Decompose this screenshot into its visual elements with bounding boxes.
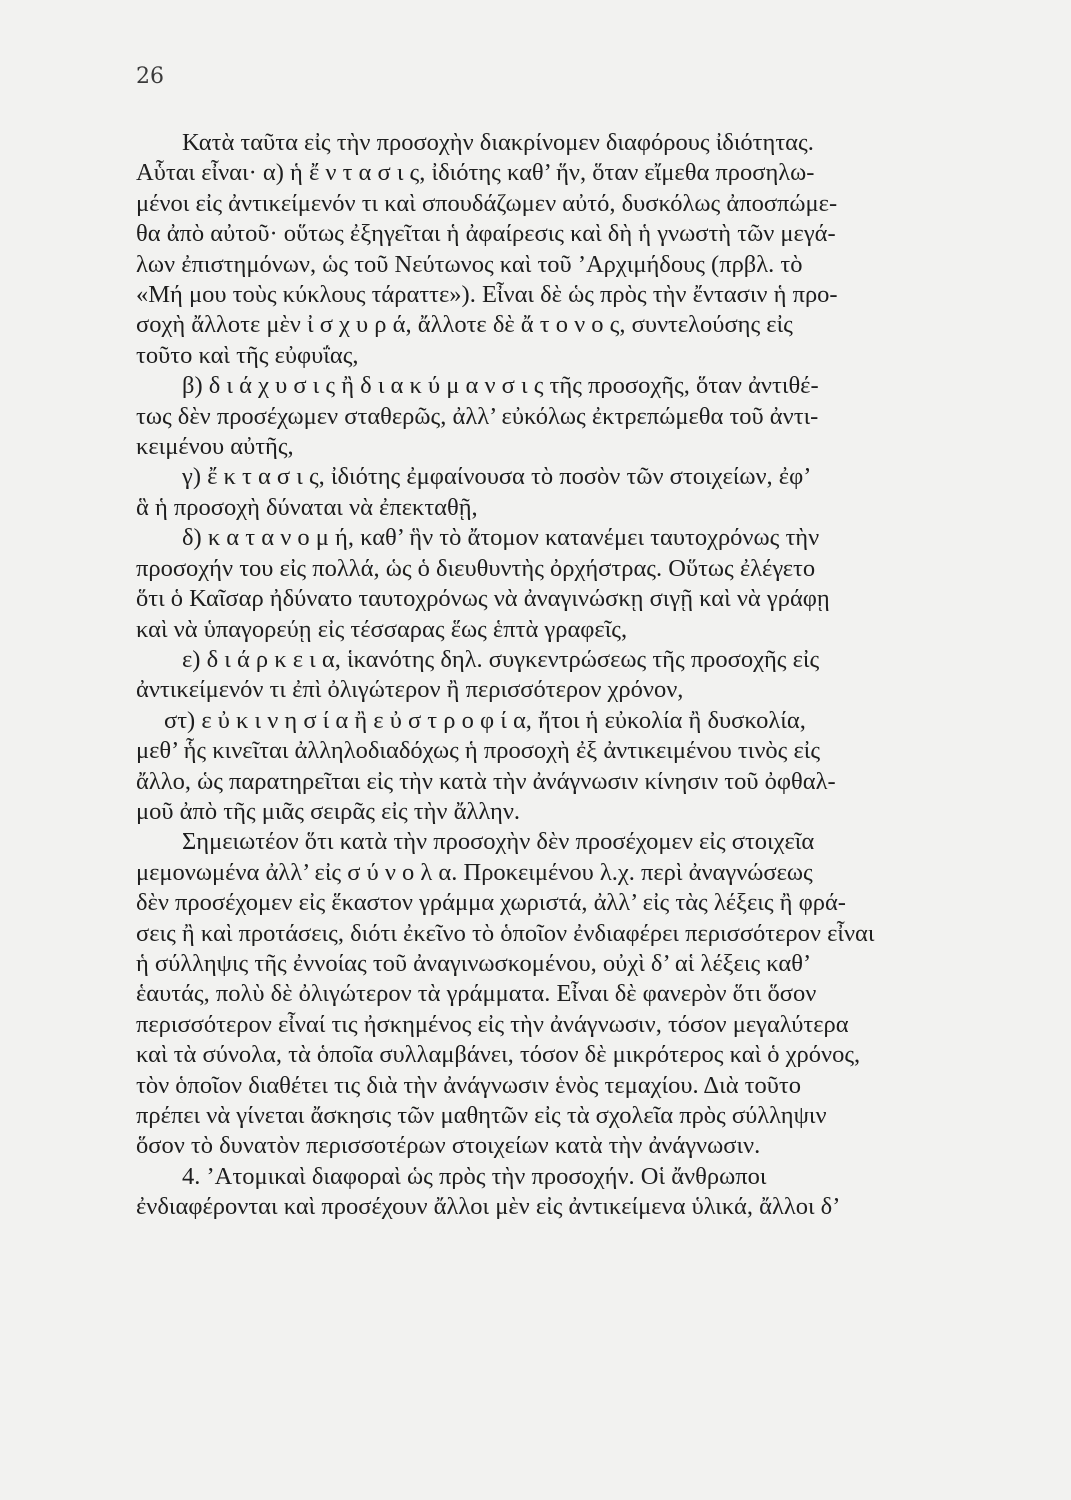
text-line: δὲν προσέχομεν εἰς ἕκαστον γράμμα χωριστά, ἀλλ’ εἰς τὰς λέξεις ἢ φρά- <box>136 889 846 917</box>
text-line: δ) κ α τ α ν ο μ ή, καθ’ ἣν τὸ ἄτομον κατανέμει ταυτοχρόνως τὴν <box>182 524 820 552</box>
text-line: περισσότερον εἶναί τις ἠσκημένος εἰς τὴν ἀνάγνωσιν, τόσον μεγαλύτερα <box>136 1010 849 1038</box>
text-line: ἀντικείμενόν τι ἐπὶ ὀλιγώτερον ἢ περισσότερον χρόνον, <box>136 676 684 704</box>
text-line: κειμένου αὐτῆς, <box>136 433 294 461</box>
text-line: τοῦτο καὶ τῆς εὐφυΐας, <box>136 341 359 369</box>
text-line: καὶ νὰ ὑπαγορεύῃ εἰς τέσσαρας ἕως ἑπτὰ γραφεῖς, <box>136 615 628 643</box>
text-line: Αὗται εἶναι· α) ἡ ἔ ν τ α σ ι ς, ἰδιότης καθ’ ἥν, ὅταν εἴμεθα προσηλω- <box>136 159 815 187</box>
section-heading-line: 4. ’Ατομικαὶ διαφοραὶ ὡς πρὸς τὴν προσοχήν. Οἱ ἄνθρωποι <box>182 1162 767 1190</box>
text-line: σοχὴ ἄλλοτε μὲν ἰ σ χ υ ρ ά, ἄλλοτε δὲ ἄ τ ο ν ο ς, συντελούσης εἰς <box>136 311 793 339</box>
text-line: προσοχήν του εἰς πολλά, ὡς ὁ διευθυντὴς ὀρχήστρας. Οὕτως ἐλέγετο <box>136 554 816 582</box>
text-line: μεθ’ ἧς κινεῖται ἀλληλοδιαδόχως ἡ προσοχὴ ἐξ ἀντικειμένου τινὸς εἰς <box>136 737 821 765</box>
text-line: ἄλλο, ὡς παρατηρεῖται εἰς τὴν κατὰ τὴν ἀνάγνωσιν κίνησιν τοῦ ὀφθαλ- <box>136 767 836 795</box>
text-line: καὶ τὰ σύνολα, τὰ ὁποῖα συλλαμβάνει, τόσον δὲ μικρότερος καὶ ὁ χρόνος, <box>136 1041 861 1069</box>
page-number: 26 <box>136 64 164 89</box>
text-line: πρέπει νὰ γίνεται ἄσκησις τῶν μαθητῶν εἰς τὰ σχολεῖα πρὸς σύλληψιν <box>136 1102 827 1129</box>
text-line: ὅσον τὸ δυνατὸν περισσοτέρων στοιχείων κατὰ τὴν ἀνάγνωσιν. <box>136 1132 761 1160</box>
text-line: σεις ἢ καὶ προτάσεις, διότι ἐκεῖνο τὸ ὁποῖον ἐνδιαφέρει περισσότερον εἶναι <box>136 919 875 947</box>
text-line: λων ἐπιστημόνων, ὡς τοῦ Νεύτωνος καὶ τοῦ ’Αρχιμήδους (πρβλ. τὸ <box>136 250 803 278</box>
text-line: Κατὰ ταῦτα εἰς τὴν προσοχὴν διακρίνομεν διαφόρους ἰδιότητας. <box>182 129 814 156</box>
body-text <box>136 128 978 1223</box>
text-line: θα ἀπὸ αὐτοῦ· οὕτως ἐξηγεῖται ἡ ἀφαίρεσις καὶ δὴ ἡ γνωστὴ τῶν μεγά- <box>136 220 836 248</box>
text-line: β) δ ι ά χ υ σ ι ς ἢ δ ι α κ ύ μ α ν σ ι ς τῆς προσοχῆς, ὅταν ἀντιθέ- <box>182 372 819 400</box>
text-line: «Μή μου τοὺς κύκλους τάραττε»). Εἶναι δὲ ὡς πρὸς τὴν ἔντασιν ἡ προ- <box>136 281 838 309</box>
text-line: ὅτι ὁ Καῖσαρ ἠδύνατο ταυτοχρόνως νὰ ἀναγινώσκῃ σιγῇ καὶ νὰ γράφῃ <box>136 585 830 613</box>
text-line: μεμονωμένα ἀλλ’ εἰς σ ύ ν ο λ α. Προκειμένου λ.χ. περὶ ἀναγνώσεως <box>136 858 813 886</box>
text-line: τως δὲν προσέχωμεν σταθερῶς, ἀλλ’ εὐκόλως ἐκτρεπώμεθα τοῦ ἀντι- <box>136 402 819 430</box>
text-line: ἐνδιαφέρονται καὶ προσέχουν ἄλλοι μὲν εἰς ἀντικείμενα ὑλικά, ἄλλοι δ’ <box>136 1193 841 1221</box>
text-line: ἑαυτάς, πολὺ δὲ ὀλιγώτερον τὰ γράμματα. Εἶναι δὲ φανερὸν ὅτι ὅσον <box>136 980 817 1008</box>
text-line: γ) ἔ κ τ α σ ι ς, ἰδιότης ἐμφαίνουσα τὸ ποσὸν τῶν στοιχείων, ἐφ’ <box>182 463 812 491</box>
text-line: στ) ε ὐ κ ι ν η σ ί α ἢ ε ὐ σ τ ρ ο φ ί α, ἤτοι ἡ εὐκολία ἢ δυσκολία, <box>164 706 806 734</box>
text-line: ἃ ἡ προσοχὴ δύναται νὰ ἐπεκταθῇ, <box>136 493 478 521</box>
text-line: ἡ σύλληψις τῆς ἐννοίας τοῦ ἀναγινωσκομένου, οὐχὶ δ’ αἱ λέξεις καθ’ <box>136 949 812 977</box>
text-line: ε) δ ι ά ρ κ ε ι α, ἱκανότης δηλ. συγκεντρώσεως τῆς προσοχῆς εἰς <box>182 645 820 673</box>
text-line: Σημειωτέον ὅτι κατὰ τὴν προσοχὴν δὲν προσέχομεν εἰς στοιχεῖα <box>182 828 815 856</box>
text-line: μένοι εἰς ἀντικείμενόν τι καὶ σπουδάζωμεν αὐτό, δυσκόλως ἀποσπώμε- <box>136 189 838 217</box>
text-line: τὸν ὁποῖον διαθέτει τις διὰ τὴν ἀνάγνωσιν ἑνὸς τεμαχίου. Διὰ τοῦτο <box>136 1071 801 1099</box>
text-line: μοῦ ἀπὸ τῆς μιᾶς σειρᾶς εἰς τὴν ἄλλην. <box>136 797 521 825</box>
